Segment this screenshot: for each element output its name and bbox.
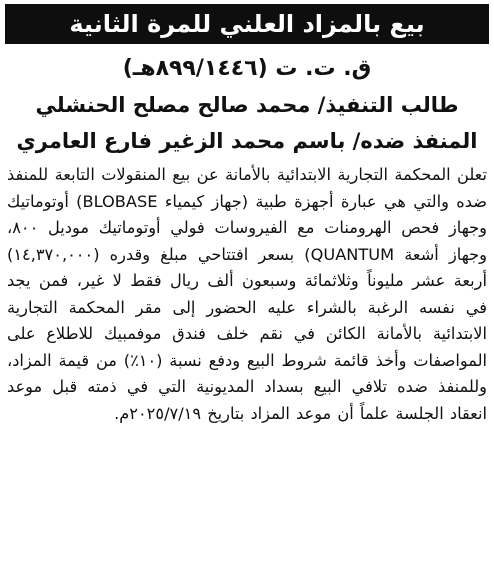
respondent-line: المنفذ ضده/ باسم محمد الزغير فارع العامري [16, 129, 478, 153]
case-number: ق. ت. ت (٨٩٩/١٤٤٦هـ) [122, 56, 372, 81]
notice-body: تعلن المحكمة التجارية الابتدائية بالأمانة عن بيع المنقولات التابعة للمنفذ ضده والتي هي عبارة أجهزة طبية (جهاز كيمياء BLOBASE) أوتوماتيك وجهاز فحص الهرومنات مع الفيروسات فولي أوتوماتيك موديل ٨٠٠، وجهاز أشعة QUANTUM) بسعر افتتاحي مبلغ وقدره (١٤,٣٧٠,٠٠٠) أربعة عشر مليوناً وثلاثمائة وسبعون ألف ريال فقط لا غير، فمن يجد في نفسه الرغبة بالشراء عليه الحضور إلى مقر المحكمة التجارية الابتدائية بالأمانة الكائن في نقم خلف فندق موفمبيك للاطلاع على المواصفات وأخذ قائمة شروط البيع ودفع نسبة (١٠٪) من قيمة المزاد، وللمنفذ ضده تلافي البيع بسداد المديونية التي في ذمته قبل موعد انعقاد الجلسة علماً أن موعد المزاد بتاريخ ٢٠٢٥/٧/١٩م. [7, 165, 487, 423]
notice-banner: بيع بالمزاد العلني للمرة الثانية [5, 4, 489, 44]
claimant-line: طالب التنفيذ/ محمد صالح مصلح الحنشلي [35, 93, 459, 117]
